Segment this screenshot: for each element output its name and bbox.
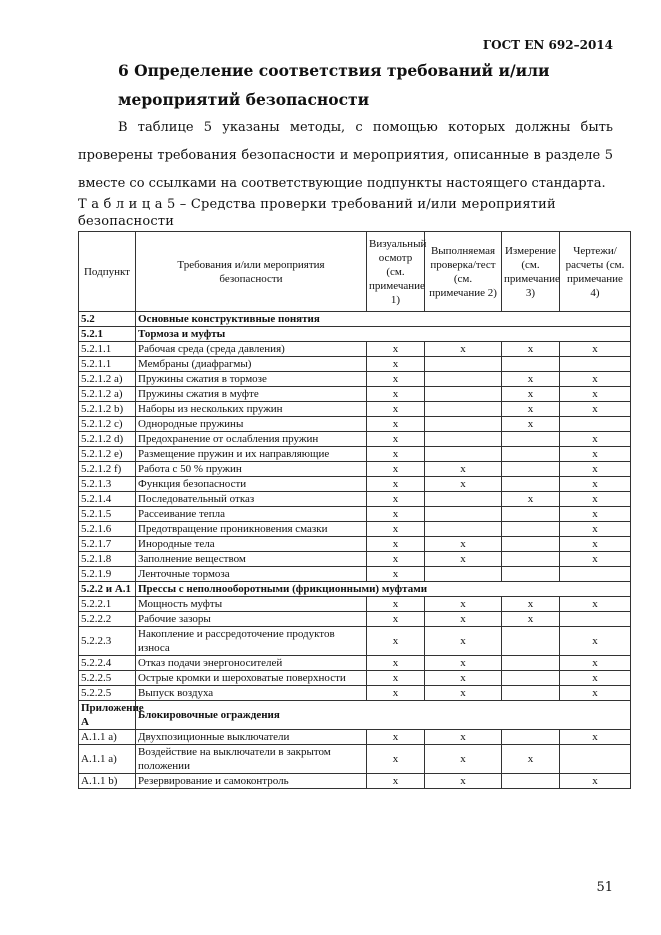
cell-requirement: Отказ подачи энергоносителей	[136, 656, 367, 671]
cell-subclause: 5.2.1.2 a)	[79, 387, 136, 402]
cell-visual: x	[367, 357, 425, 372]
cell-functional	[425, 372, 502, 387]
cell-subclause: 5.2.1.2 a)	[79, 372, 136, 387]
cell-measure	[502, 432, 560, 447]
table-row	[79, 612, 631, 627]
cell-drawings: x	[560, 730, 631, 745]
cell-requirement: Основные конструктивные понятия	[136, 312, 631, 327]
cell-measure	[502, 552, 560, 567]
cell-measure	[502, 774, 560, 789]
cell-drawings: x	[560, 492, 631, 507]
header-subclause: Подпункт	[79, 232, 136, 312]
cell-functional: x	[425, 656, 502, 671]
cell-measure	[502, 522, 560, 537]
table-row	[79, 462, 631, 477]
cell-functional	[425, 567, 502, 582]
cell-measure	[502, 507, 560, 522]
cell-subclause: 5.2.1.3	[79, 477, 136, 492]
cell-subclause: 5.2.1.1	[79, 342, 136, 357]
cell-requirement: Работа с 50 % пружин	[136, 462, 367, 477]
intro-text: В таблице 5 указаны методы, с помощью которых должны быть проверены требования безопасности и мероприятия, описанные в разделе 5 вместе со ссылками на соответствующие подпункты настоящего стандарта.	[78, 120, 613, 191]
cell-requirement: Накопление и рассредоточение продуктов износа	[136, 627, 367, 656]
table-row	[79, 567, 631, 582]
cell-drawings: x	[560, 372, 631, 387]
cell-functional: x	[425, 552, 502, 567]
cell-requirement: Блокировочные ограждения	[136, 701, 631, 730]
cell-measure	[502, 627, 560, 656]
cell-visual: x	[367, 597, 425, 612]
cell-visual: x	[367, 522, 425, 537]
cell-drawings: x	[560, 522, 631, 537]
cell-functional: x	[425, 745, 502, 774]
cell-drawings	[560, 417, 631, 432]
cell-requirement: Однородные пружины	[136, 417, 367, 432]
table-row	[79, 597, 631, 612]
cell-measure: x	[502, 492, 560, 507]
table-row	[79, 552, 631, 567]
cell-drawings	[560, 612, 631, 627]
cell-requirement: Ленточные тормоза	[136, 567, 367, 582]
table-row	[79, 686, 631, 701]
cell-visual: x	[367, 567, 425, 582]
table-row	[79, 432, 631, 447]
cell-drawings: x	[560, 552, 631, 567]
cell-visual: x	[367, 612, 425, 627]
table-section-row	[79, 582, 631, 597]
cell-requirement: Воздействие на выключатели в закрытом положении	[136, 745, 367, 774]
cell-requirement: Наборы из нескольких пружин	[136, 402, 367, 417]
cell-requirement: Функция безопасности	[136, 477, 367, 492]
cell-measure: x	[502, 612, 560, 627]
header-drawings: Чертежи/расчеты (см. примечание 4)	[560, 232, 631, 312]
table-row	[79, 507, 631, 522]
cell-drawings: x	[560, 342, 631, 357]
cell-functional: x	[425, 612, 502, 627]
cell-measure: x	[502, 745, 560, 774]
cell-functional	[425, 357, 502, 372]
cell-subclause: 5.2.1	[79, 327, 136, 342]
cell-measure	[502, 462, 560, 477]
cell-functional: x	[425, 342, 502, 357]
cell-measure	[502, 537, 560, 552]
header-measure: Измерение (см. примечание 3)	[502, 232, 560, 312]
cell-functional	[425, 522, 502, 537]
cell-visual: x	[367, 417, 425, 432]
cell-drawings: x	[560, 537, 631, 552]
cell-drawings: x	[560, 402, 631, 417]
document-header: ГОСТ EN 692–2014	[482, 38, 613, 52]
cell-subclause: 5.2.1.2 c)	[79, 417, 136, 432]
cell-requirement: Рабочая среда (среда давления)	[136, 342, 367, 357]
cell-requirement: Острые кромки и шероховатые поверхности	[136, 671, 367, 686]
cell-drawings	[560, 567, 631, 582]
cell-subclause: 5.2.1.4	[79, 492, 136, 507]
cell-visual: x	[367, 774, 425, 789]
cell-functional	[425, 402, 502, 417]
cell-subclause: 5.2.1.9	[79, 567, 136, 582]
cell-requirement: Предотвращение проникновения смазки	[136, 522, 367, 537]
cell-measure: x	[502, 387, 560, 402]
cell-visual: x	[367, 552, 425, 567]
table-body	[79, 312, 631, 789]
header-visual: Визуальный осмотр (см. примечание 1)	[367, 232, 425, 312]
table-row	[79, 730, 631, 745]
cell-functional	[425, 507, 502, 522]
table-row	[79, 774, 631, 789]
cell-functional	[425, 432, 502, 447]
cell-drawings: x	[560, 462, 631, 477]
cell-functional: x	[425, 774, 502, 789]
cell-visual: x	[367, 462, 425, 477]
table-caption: Т а б л и ц а 5 – Средства проверки требований и/или мероприятий безопасности	[78, 197, 556, 229]
cell-drawings: x	[560, 597, 631, 612]
table-row	[79, 522, 631, 537]
cell-measure: x	[502, 342, 560, 357]
cell-drawings	[560, 745, 631, 774]
cell-subclause: A.1.1 a)	[79, 745, 136, 774]
cell-subclause: 5.2.1.2 b)	[79, 402, 136, 417]
cell-requirement: Рабочие зазоры	[136, 612, 367, 627]
cell-visual: x	[367, 387, 425, 402]
table-row	[79, 492, 631, 507]
cell-visual: x	[367, 671, 425, 686]
cell-drawings	[560, 357, 631, 372]
cell-functional: x	[425, 686, 502, 701]
cell-subclause: Приложение А	[79, 701, 136, 730]
cell-requirement: Размещение пружин и их направляющие	[136, 447, 367, 462]
cell-subclause: 5.2.1.2 f)	[79, 462, 136, 477]
cell-subclause: A.1.1 a)	[79, 730, 136, 745]
cell-measure	[502, 671, 560, 686]
cell-measure	[502, 656, 560, 671]
cell-functional	[425, 447, 502, 462]
cell-subclause: 5.2.2.4	[79, 656, 136, 671]
cell-drawings: x	[560, 432, 631, 447]
table-row	[79, 357, 631, 372]
cell-requirement: Инородные тела	[136, 537, 367, 552]
cell-measure	[502, 686, 560, 701]
cell-measure	[502, 447, 560, 462]
cell-visual: x	[367, 537, 425, 552]
cell-measure: x	[502, 402, 560, 417]
cell-requirement: Выпуск воздуха	[136, 686, 367, 701]
cell-visual: x	[367, 432, 425, 447]
cell-functional: x	[425, 462, 502, 477]
table-row	[79, 372, 631, 387]
header-requirement: Требования и/или мероприятия безопасности	[136, 232, 367, 312]
cell-subclause: 5.2.1.7	[79, 537, 136, 552]
table-row	[79, 745, 631, 774]
cell-measure: x	[502, 597, 560, 612]
intro-paragraph	[78, 114, 613, 198]
cell-functional: x	[425, 730, 502, 745]
cell-subclause: A.1.1 b)	[79, 774, 136, 789]
cell-visual: x	[367, 627, 425, 656]
cell-functional	[425, 387, 502, 402]
cell-requirement: Мембраны (диафрагмы)	[136, 357, 367, 372]
cell-drawings: x	[560, 387, 631, 402]
cell-subclause: 5.2.1.2 e)	[79, 447, 136, 462]
cell-requirement: Последовательный отказ	[136, 492, 367, 507]
cell-measure	[502, 730, 560, 745]
cell-requirement: Прессы с неполнооборотными (фрикционными) муфтами	[136, 582, 631, 597]
cell-subclause: 5.2.1.5	[79, 507, 136, 522]
cell-requirement: Тормоза и муфты	[136, 327, 631, 342]
cell-requirement: Резервирование и самоконтроль	[136, 774, 367, 789]
table-row	[79, 537, 631, 552]
page-number: 51	[596, 880, 613, 895]
table-section-row	[79, 312, 631, 327]
cell-functional: x	[425, 477, 502, 492]
cell-drawings: x	[560, 477, 631, 492]
cell-drawings: x	[560, 774, 631, 789]
cell-requirement: Рассеивание тепла	[136, 507, 367, 522]
table-row	[79, 656, 631, 671]
cell-drawings: x	[560, 627, 631, 656]
cell-drawings: x	[560, 686, 631, 701]
cell-measure	[502, 567, 560, 582]
table-section-row	[79, 327, 631, 342]
section-title: 6 Определение соответствия требований и/или мероприятий безопасности	[118, 61, 550, 109]
cell-requirement: Двухпозиционные выключатели	[136, 730, 367, 745]
cell-visual: x	[367, 730, 425, 745]
table-row	[79, 477, 631, 492]
cell-visual: x	[367, 372, 425, 387]
cell-visual: x	[367, 342, 425, 357]
cell-measure: x	[502, 372, 560, 387]
cell-visual: x	[367, 447, 425, 462]
cell-subclause: 5.2.1.1	[79, 357, 136, 372]
cell-functional	[425, 417, 502, 432]
cell-drawings: x	[560, 507, 631, 522]
table-row	[79, 387, 631, 402]
cell-functional	[425, 492, 502, 507]
cell-drawings: x	[560, 447, 631, 462]
cell-subclause: 5.2.2.1	[79, 597, 136, 612]
cell-subclause: 5.2.2 и А.1	[79, 582, 136, 597]
cell-visual: x	[367, 492, 425, 507]
cell-subclause: 5.2.2.2	[79, 612, 136, 627]
table-row	[79, 342, 631, 357]
cell-subclause: 5.2.1.2 d)	[79, 432, 136, 447]
cell-measure	[502, 357, 560, 372]
cell-visual: x	[367, 402, 425, 417]
cell-requirement: Пружины сжатия в муфте	[136, 387, 367, 402]
cell-functional: x	[425, 627, 502, 656]
cell-subclause: 5.2	[79, 312, 136, 327]
cell-requirement: Заполнение веществом	[136, 552, 367, 567]
cell-visual: x	[367, 745, 425, 774]
cell-visual: x	[367, 686, 425, 701]
verification-table	[78, 231, 631, 789]
table-section-row	[79, 701, 631, 730]
cell-subclause: 5.2.1.8	[79, 552, 136, 567]
table-row	[79, 627, 631, 656]
cell-visual: x	[367, 507, 425, 522]
cell-visual: x	[367, 477, 425, 492]
cell-requirement: Мощность муфты	[136, 597, 367, 612]
header-functional: Выполняемая проверка/тест (см. примечание 2)	[425, 232, 502, 312]
cell-requirement: Предохранение от ослабления пружин	[136, 432, 367, 447]
table-row	[79, 447, 631, 462]
cell-subclause: 5.2.2.5	[79, 671, 136, 686]
cell-subclause: 5.2.2.5	[79, 686, 136, 701]
cell-requirement: Пружины сжатия в тормозе	[136, 372, 367, 387]
cell-subclause: 5.2.2.3	[79, 627, 136, 656]
table-row	[79, 417, 631, 432]
cell-measure	[502, 477, 560, 492]
cell-drawings: x	[560, 656, 631, 671]
cell-functional: x	[425, 671, 502, 686]
cell-functional: x	[425, 597, 502, 612]
cell-measure: x	[502, 417, 560, 432]
cell-drawings: x	[560, 671, 631, 686]
cell-functional: x	[425, 537, 502, 552]
cell-visual: x	[367, 656, 425, 671]
table-row	[79, 402, 631, 417]
cell-subclause: 5.2.1.6	[79, 522, 136, 537]
table-row	[79, 671, 631, 686]
